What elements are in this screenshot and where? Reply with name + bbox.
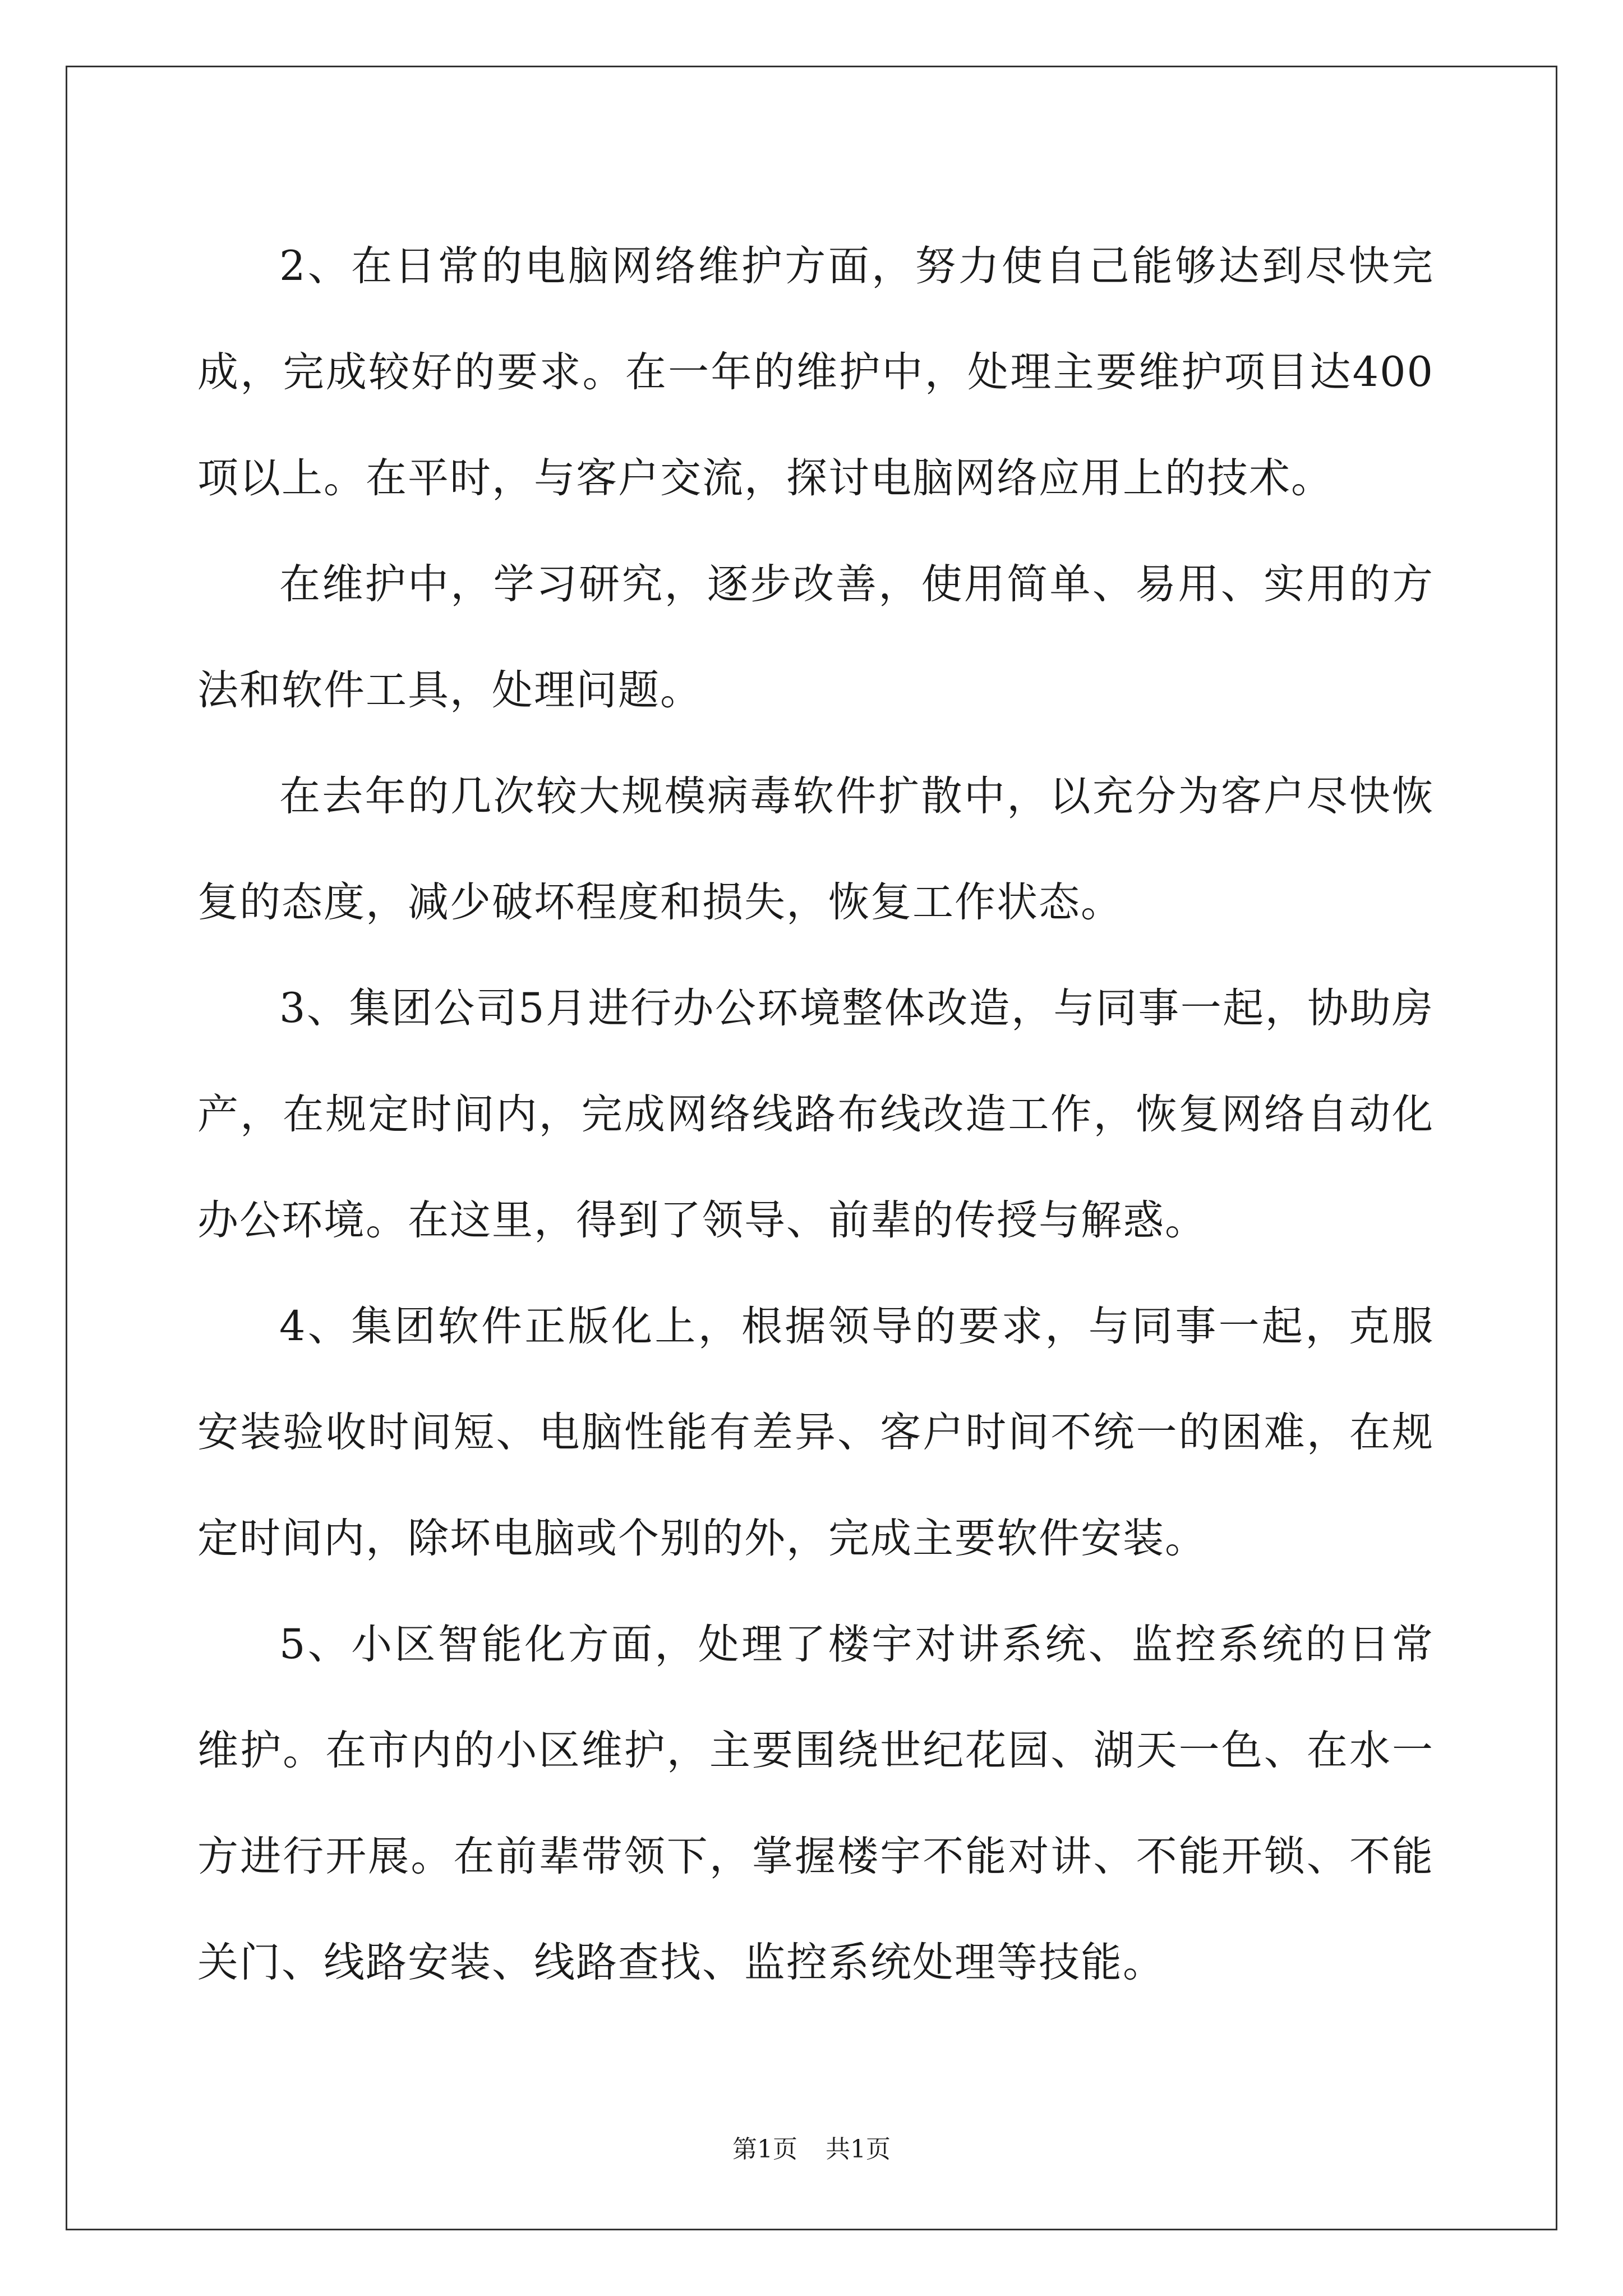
paragraph-3: 在去年的几次较大规模病毒软件扩散中，以充分为客户尽快恢复的态度，减少破坏程度和损失，恢复工作状态。 bbox=[197, 772, 1434, 926]
paragraph-1: 2、在日常的电脑网络维护方面，努力使自己能够达到尽快完成，完成较好的要求。在一年的维护中，处理主要维护项目达400项以上。在平时，与客户交流，探讨电脑网络应用上的技术。 bbox=[197, 242, 1434, 502]
paragraph-2: 在维护中，学习研究，逐步改善，使用简单、易用、实用的方法和软件工具，处理问题。 bbox=[197, 560, 1434, 714]
paragraph-6: 5、小区智能化方面，处理了楼宇对讲系统、监控系统的日常维护。在市内的小区维护，主要围绕世纪花园、湖天一色、在水一方进行开展。在前辈带领下，掌握楼宇不能对讲、不能开锁、不能关门、线路安装、线路查找、监控系统处理等技能。 bbox=[197, 1621, 1434, 1986]
page-number-total: 共1页 bbox=[826, 2135, 891, 2164]
document-body bbox=[197, 213, 1434, 2016]
page-number-current: 第1页 bbox=[732, 2135, 797, 2164]
paragraph-4: 3、集团公司5月进行办公环境整体改造，与同事一起，协助房产，在规定时间内，完成网络线路布线改造工作，恢复网络自动化办公环境。在这里，得到了领导、前辈的传授与解惑。 bbox=[197, 984, 1434, 1244]
paragraph-5: 4、集团软件正版化上，根据领导的要求，与同事一起，克服安装验收时间短、电脑性能有差异、客户时间不统一的困难，在规定时间内，除坏电脑或个别的外，完成主要软件安装。 bbox=[197, 1303, 1434, 1562]
page-footer bbox=[0, 2129, 1623, 2165]
